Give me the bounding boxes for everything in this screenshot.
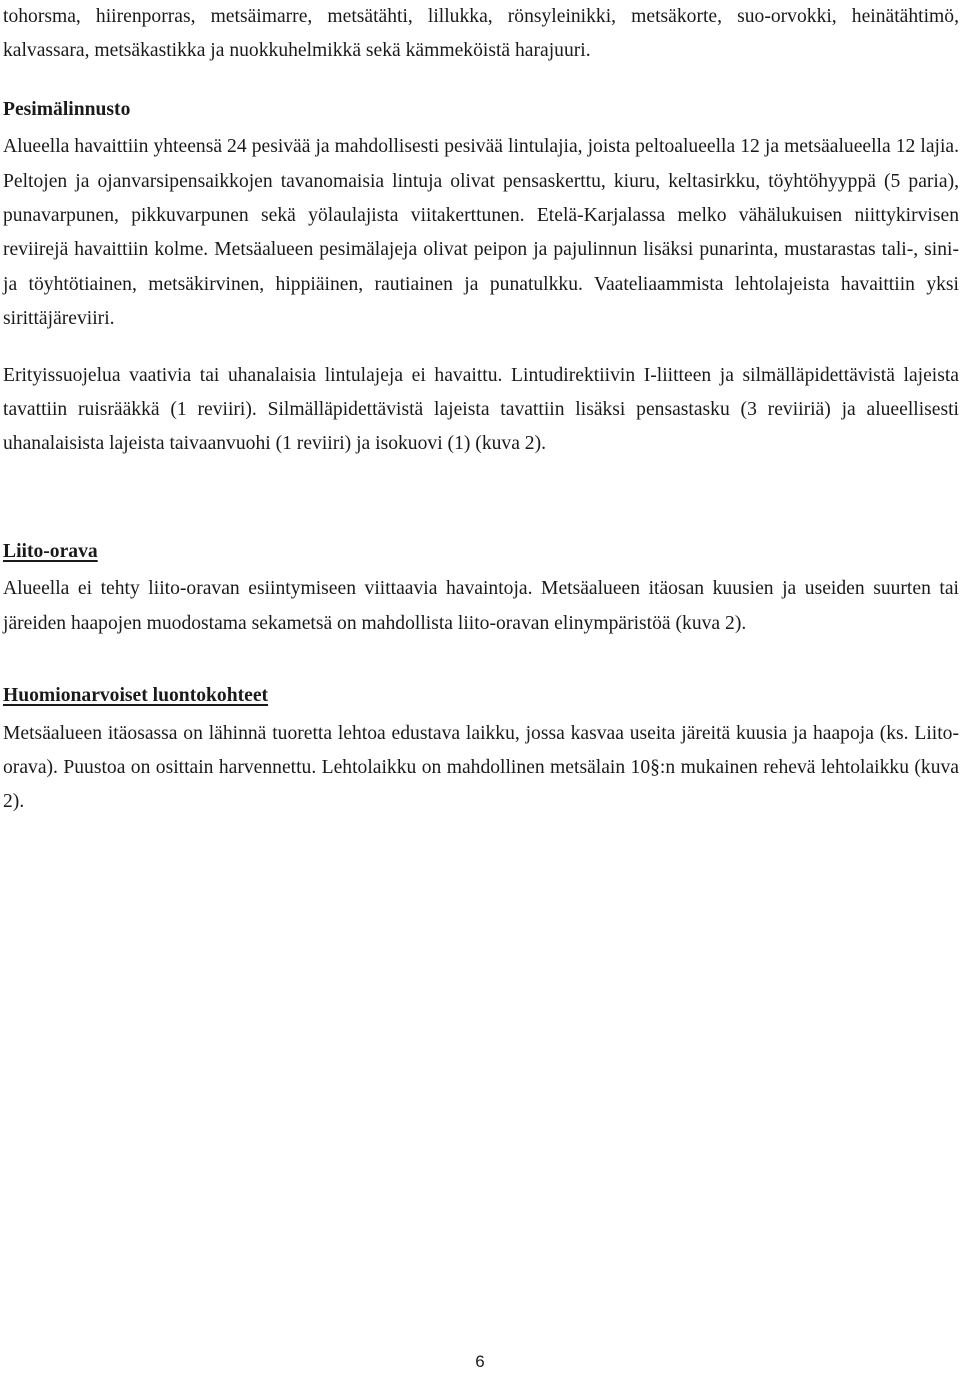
spacer	[3, 337, 959, 359]
intro-paragraph: tohorsma, hiirenporras, metsäimarre, metsätähti, lillukka, rönsyleinikki, metsäkorte, suo-orvokki, heinätähtimö, kalvassara, metsäkastikka ja nuokkuhelmikkä sekä kämmeköistä harajuuri.	[3, 6, 959, 62]
paragraph-huomionarvoiset: Metsäalueen itäosassa on lähinnä tuoretta lehtoa edustava laikku, jossa kasvaa useita järeitä kuusia ja haapoja (ks. Liito-orava). Puustoa on osittain harvennettu. Lehtolaikku on mahdollinen metsälain 10§:n mukainen rehevä lehtolaikku (kuva 2).	[3, 722, 959, 813]
page-number: 6	[475, 1352, 485, 1371]
page-content	[3, 0, 959, 820]
paragraph-pesimalinnusto-2: Erityissuojelua vaativia tai uhanalaisia lintulajeja ei havaittu. Lintudirektiivin I-liitteen ja silmälläpidettävistä lajeista tavattiin ruisrääkkä (1 reviiri). Silmälläpidettävistä lajeista tavattiin lisäksi pensastasku (3 reviiriä) ja alueellisesti uhanalaisista lajeista taivaanvuohi (1 reviiri) ja isokuovi (1) (kuva 2).	[3, 364, 959, 455]
section-heading-liito-orava: Liito-orava	[3, 540, 98, 562]
spacer	[3, 462, 959, 535]
paragraph-pesimalinnusto-1: Alueella havaittiin yhteensä 24 pesivää ja mahdollisesti pesivää lintulajia, joista peltoalueella 12 ja metsäalueella 12 lajia. Peltojen ja ojanvarsipensaikkojen tavanomaisia lintuja olivat pensaskerttu, kiuru, keltasirkku, töyhtöhyyppä (5 paria), punavarpunen, pikkuvarpunen sekä yölaulajista viitakerttunen. Etelä-Karjalassa melko vähälukuisen niittykirvisen reviirejä havaittiin kolme. Metsäalueen pesimälajeja olivat peipon ja pajulinnun lisäksi punarinta, mustarastas tali-, sini- ja töyhtötiainen, metsäkirvinen, hippiäinen, rautiainen ja punatulkku. Vaateliaammista lehtolajeista havaittiin yksi sirittäjäreviiri.	[3, 136, 959, 330]
paragraph-liito-orava: Alueella ei tehty liito-oravan esiintymiseen viittaavia havaintoja. Metsäalueen itäosan kuusien ja useiden suurten tai järeiden haapojen muodostama sekametsä on mahdollista liito-oravan elinympäristöä (kuva 2).	[3, 578, 959, 634]
spacer	[3, 641, 959, 679]
spacer	[3, 69, 959, 93]
section-heading-huomionarvoiset: Huomionarvoiset luontokohteet	[3, 685, 269, 707]
section-heading-pesimalinnusto: Pesimälinnusto	[3, 98, 131, 120]
